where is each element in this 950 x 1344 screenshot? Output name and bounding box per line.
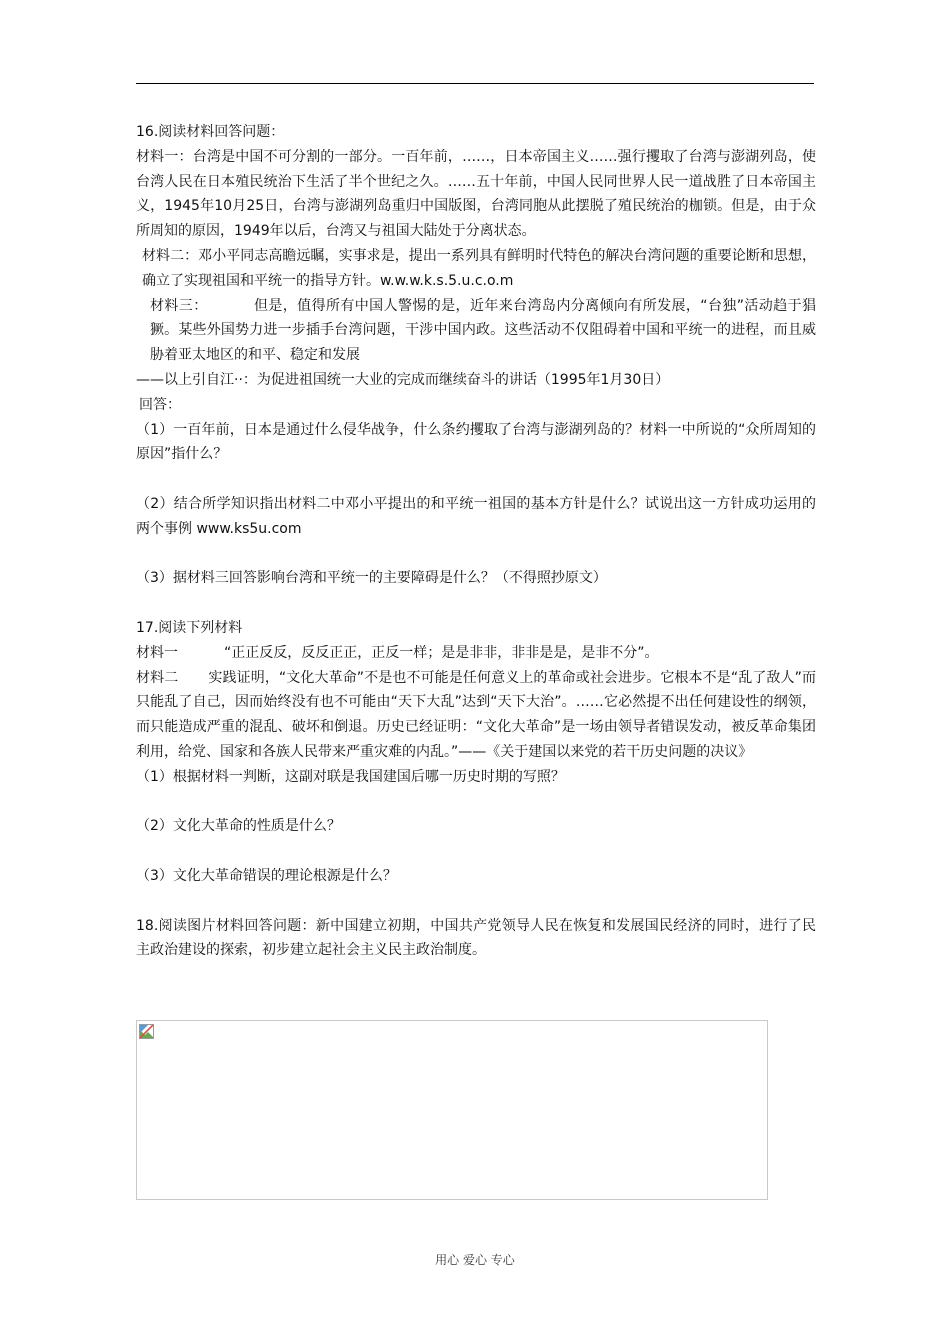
page-footer: 用心 爱心 专心 (435, 1253, 515, 1267)
header-rule (136, 83, 814, 84)
q17-question-2: （2）文化大革命的性质是什么？ (136, 818, 341, 835)
q16-material-3 (136, 294, 816, 368)
q17-material-2-text: 实践证明，“文化大革命”不是也不可能是任何意义上的革命或社会进步。它根本不是“乱了敌人”而只能乱了自己，因而始终没有也不可能由“天下大乱”达到“天下大治”。……它必然提不出任何建设性的纲领，而只能造成严重的混乱、破坏和倒退。历史已经证明：“文化大革命”是一场由领导者错误发动，被反革命集团利用，给党、国家和各族人民带来严重灾难的内乱。”——《关于建国以来党的若干历史问题的决议》 (136, 669, 816, 760)
q17-question-3: （3）文化大革命错误的理论根源是什么？ (136, 867, 397, 884)
q16-material-3-label: 材料三： (150, 297, 208, 314)
q17-title: 17.阅读下列材料 (136, 619, 243, 636)
q16-source: ——以上引自江··：为促进祖国统一大业的完成而继续奋斗的讲话（1995年1月30日） (136, 371, 670, 388)
q18-title: 18.阅读图片材料回答问题：新中国建立初期，中国共产党领导人民在恢复和发展国民经济的同时，进行了民主政治建设的探索，初步建立起社会主义民主政治制度。 (136, 917, 816, 959)
q16-question-1: （1）一百年前，日本是通过什么侵华战争，什么条约攫取了台湾与澎湖列岛的？材料一中所说的“众所周知的原因”指什么？ (136, 421, 816, 463)
q16-answer-label: 回答： (139, 396, 181, 413)
broken-image-icon (139, 1024, 154, 1039)
q17-material-1-text: “正正反反，反反正正，正反一样；是是非非，非非是是，是非不分”。 (224, 644, 659, 661)
q16-material-1: 材料一：台湾是中国不可分割的一部分。一百年前，……，日本帝国主义……强行攫取了台湾与澎湖列岛，使台湾人民在日本殖民统治下生活了半个世纪之久。……五十年前，中国人民同世界人民一道战胜了日本帝国主义，1945年10月25日，台湾与澎湖列岛重归中国版图，台湾同胞从此摆脱了殖民统治的枷锁。但是，由于众所周知的原因，1949年以后，台湾又与祖国大陆处于分离状态。 (136, 148, 816, 240)
q17-material-1 (136, 641, 816, 666)
q17-material-2 (136, 666, 816, 765)
q16-question-2: （2）结合所学知识指出材料二中邓小平提出的和平统一祖国的基本方针是什么？试说出这一方针成功运用的两个事例 www.ks5u.com (136, 495, 816, 537)
q16-material-3-text: 但是，值得所有中国人警惕的是，近年来台湾岛内分离倾向有所发展，“台独”活动趋于猖獗。某些外国势力进一步插手台湾问题，干涉中国内政。这些活动不仅阻碍着中国和平统一的进程，而且威胁着亚太地区的和平、稳定和发展 (150, 297, 816, 364)
q17-material-1-label: 材料一 (136, 644, 178, 661)
document-body (136, 120, 816, 963)
q16-material-2: 材料二：邓小平同志高瞻远瞩，实事求是，提出一系列具有鲜明时代特色的解决台湾问题的重要论断和思想，确立了实现祖国和平统一的指导方针。w.w.w.k.s.5.u.c.o.m (142, 247, 816, 289)
q17-question-1: （1）根据材料一判断，这副对联是我国建国后哪一历史时期的写照？ (136, 768, 565, 785)
q16-question-3: （3）据材料三回答影响台湾和平统一的主要障碍是什么？（不得照抄原文） (136, 570, 607, 587)
q16-title: 16.阅读材料回答问题： (136, 124, 285, 140)
q18-image-placeholder (136, 1020, 768, 1200)
q17-material-2-label: 材料二 (136, 669, 179, 686)
